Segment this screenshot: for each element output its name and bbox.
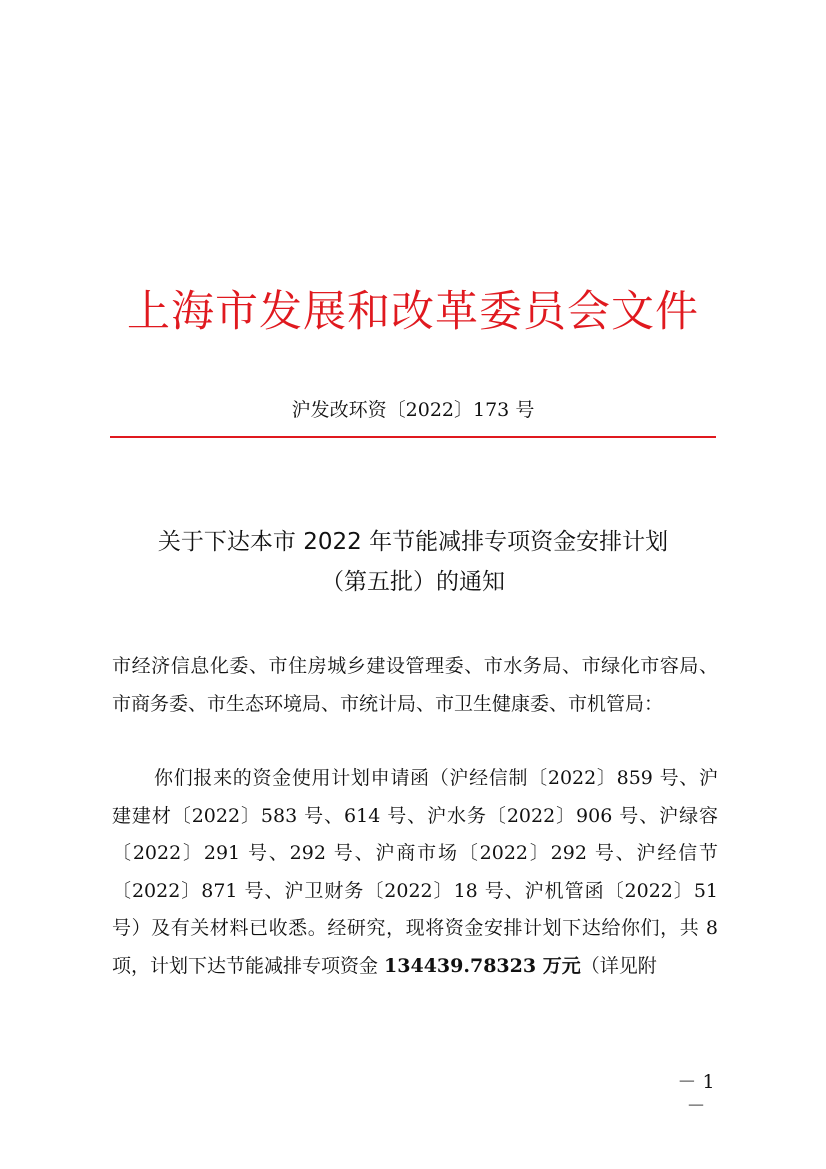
body-paragraph-tail: （详见附 bbox=[580, 954, 657, 977]
page-number: － 1 － bbox=[677, 1071, 715, 1117]
masthead-title: 上海市发展和改革委员会文件 bbox=[127, 287, 699, 337]
red-divider-line bbox=[110, 436, 716, 438]
addressee-list: 市经济信息化委、市住房城乡建设管理委、市水务局、市绿化市容局、市商务委、市生态环境局、市统计局、市卫生健康委、市机管局： bbox=[112, 655, 718, 715]
body-paragraph-text: 你们报来的资金使用计划申请函（沪经信制〔2022〕859 号、沪建建材〔2022〕583 号、614 号、沪水务〔2022〕906 号、沪绿容〔2022〕291 号、292 号、沪商市场〔2022〕292 号、沪经信节〔2022〕871 号、沪卫财务〔2022〕18 号、沪机管函〔2022〕51 号）及有关材料已收悉。经研究，现将资金安排计划下达给你们，共 8 项，计划下达节能减排专项资金 bbox=[112, 767, 718, 977]
body-paragraph bbox=[112, 760, 718, 985]
notice-title-line-1: 关于下达本市 2022 年节能减排专项资金安排计划 bbox=[157, 529, 669, 555]
document-number: 沪发改环资〔2022〕173 号 bbox=[291, 399, 535, 421]
notice-title-line-2: （第五批）的通知 bbox=[321, 569, 505, 595]
funding-amount: 134439.78323 万元 bbox=[384, 954, 581, 977]
